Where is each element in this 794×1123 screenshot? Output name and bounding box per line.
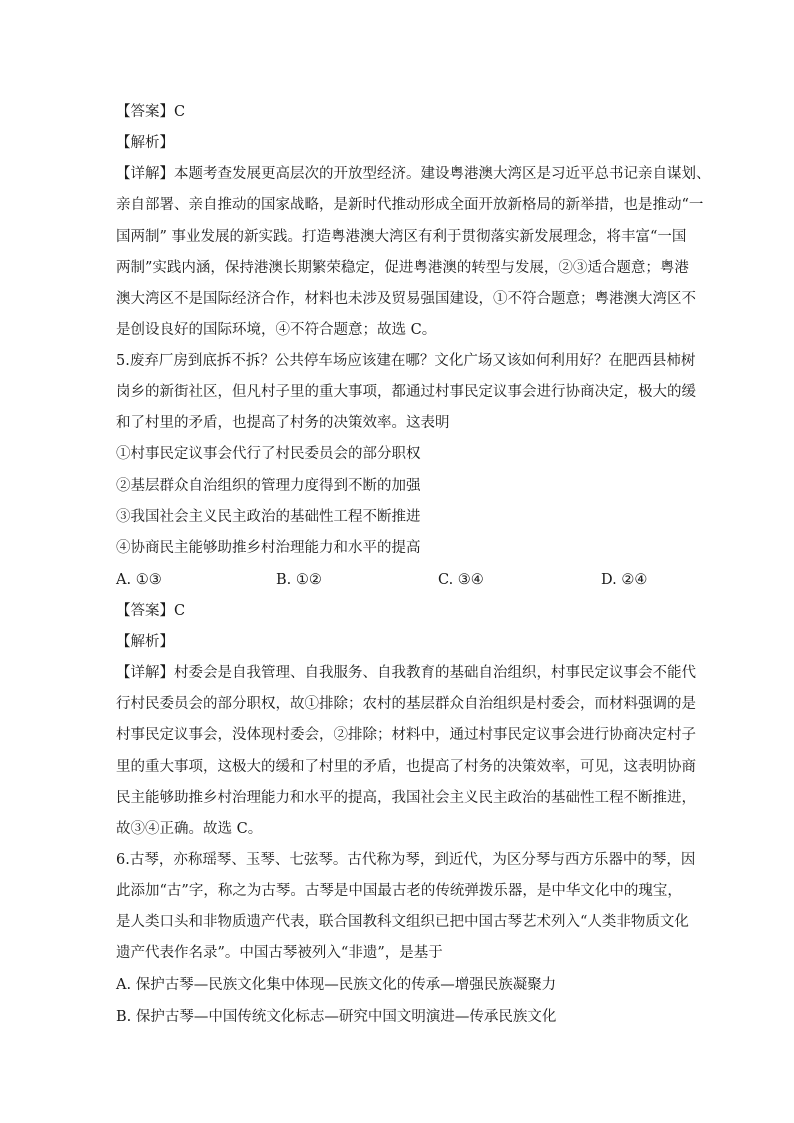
q4-detail-line: 澳大湾区不是国际经济合作，材料也未涉及贸易强国建设，①不符合题意；粤港澳大湾区不: [116, 291, 696, 307]
q4-detail-line: 亲自部署、亲自推动的国家战略，是新时代推动形成全面开放新格局的新举措，也是推动“一: [116, 197, 704, 213]
q5-statement: ④协商民主能够助推乡村治理能力和水平的提高: [116, 540, 421, 556]
q5-detail-line: 村事民定议事会，没体现村委会，②排除；材料中，通过村事民定议事会进行协商决定村子: [116, 727, 696, 743]
q4-detail-line: 【详解】本题考查发展更高层次的开放型经济。建设粤港澳大湾区是习近平总书记亲自谋划、: [116, 166, 711, 182]
q5-detail-line: 行村民委员会的部分职权，故①排除；农村的基层群众自治组织是村委会，而材料强调的是: [116, 696, 696, 712]
q5-option-c[interactable]: C. ③④: [438, 572, 484, 588]
q5-analysis-label: 【解析】: [116, 634, 174, 650]
q4-analysis-label: 【解析】: [116, 135, 174, 151]
q6-stem-line: 此添加“古”字，称之为古琴。古琴是中国最古老的传统弹拨乐器，是中华文化中的瑰宝，: [116, 883, 682, 899]
q6-stem-line: 是人类口头和非物质遗产代表，联合国教科文组织已把中国古琴艺术列入“人类非物质文化: [116, 914, 689, 930]
q5-statement: ①村事民定议事会代行了村民委员会的部分职权: [116, 446, 421, 462]
q5-options: [116, 570, 686, 590]
q6-option-a[interactable]: A. 保护古琴—民族文化集中体现—民族文化的传承—增强民族凝聚力: [116, 977, 557, 993]
q5-statement: ③我国社会主义民主政治的基础性工程不断推进: [116, 509, 421, 525]
q4-detail-line: 国两制” 事业发展的新实践。打造粤港澳大湾区有利于贯彻落实新发展理念，将丰富“一国: [116, 229, 687, 245]
q6-stem-line: 6.古琴，亦称瑶琴、玉琴、七弦琴。古代称为琴，到近代，为区分琴与西方乐器中的琴，因: [116, 852, 696, 868]
q5-stem-line: 5.废弃厂房到底拆不拆？公共停车场应该建在哪？文化广场又该如何利用好？在肥西县柿树: [116, 353, 696, 369]
q6-stem-line: 遗产代表作名录”。中国古琴被列入“非遗”，是基于: [116, 945, 443, 961]
q5-statement: ②基层群众自治组织的管理力度得到不断的加强: [116, 478, 421, 494]
q5-option-b[interactable]: B. ①②: [276, 572, 322, 588]
q4-detail-line: 是创设良好的国际环境，④不符合题意；故选 C。: [116, 322, 437, 338]
q5-stem-line: 和了村里的矛盾，也提高了村务的决策效率。这表明: [116, 415, 450, 431]
q4-answer: 【答案】C: [116, 104, 186, 120]
q5-detail-line: 故③④正确。故选 C。: [116, 821, 263, 837]
q5-option-a[interactable]: A. ①③: [116, 572, 162, 588]
q6-option-b[interactable]: B. 保护古琴—中国传统文化标志—研究中国文明演进—传承民族文化: [116, 1009, 557, 1025]
q5-detail-line: 里的重大事项，这极大的缓和了村里的矛盾，也提高了村务的决策效率，可见，这表明协商: [116, 759, 696, 775]
q5-stem-line: 岗乡的新街社区，但凡村子里的重大事项，都通过村事民定议事会进行协商决定，极大的缓: [116, 384, 696, 400]
q4-detail-line: 两制”实践内涵，保持港澳长期繁荣稳定，促进粤港澳的转型与发展，②③适合题意；粤港: [116, 260, 689, 276]
q5-answer: 【答案】C: [116, 603, 186, 619]
q5-detail-line: 民主能够助推乡村治理能力和水平的提高，我国社会主义民主政治的基础性工程不断推进，: [116, 790, 696, 806]
q5-detail-line: 【详解】村委会是自我管理、自我服务、自我教育的基础自治组织，村事民定议事会不能代: [116, 665, 696, 681]
q5-option-d[interactable]: D. ②④: [601, 572, 648, 588]
